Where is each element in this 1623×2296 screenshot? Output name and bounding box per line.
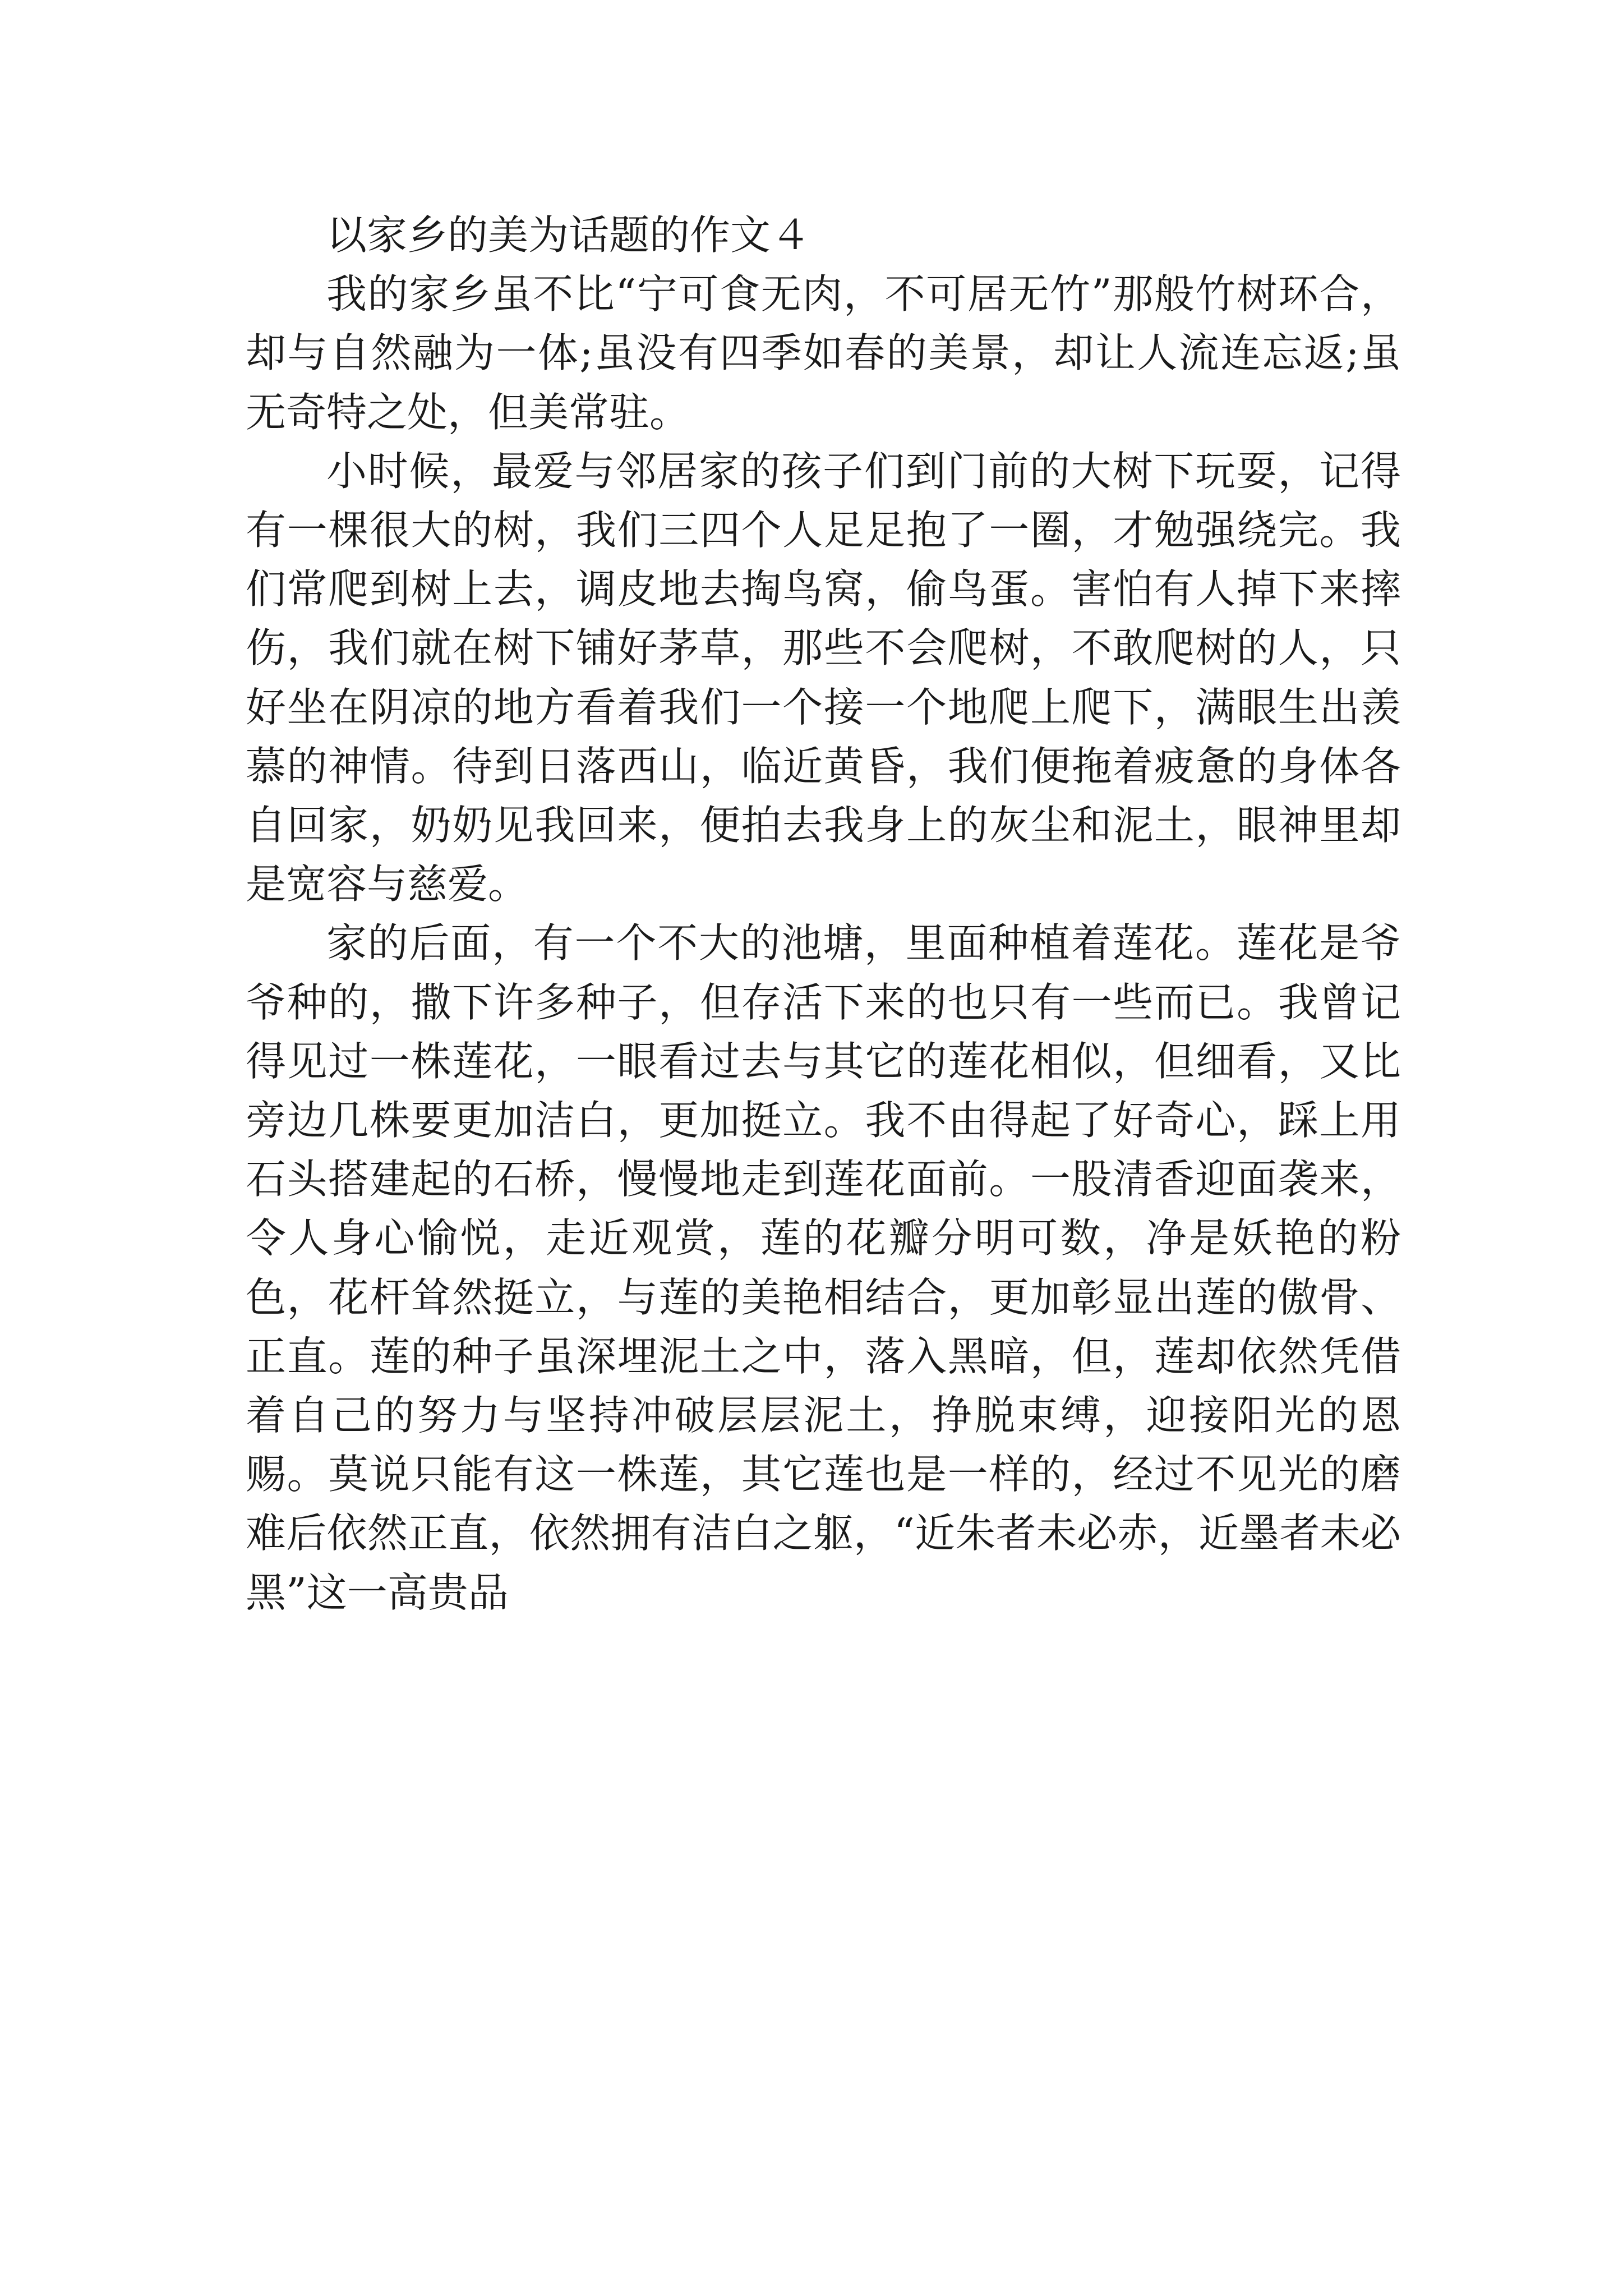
paragraph-1: 我的家乡虽不比“宁可食无肉，不可居无竹”那般竹树环合，却与自然融为一体;虽没有四季如春的美景，却让人流连忘返;虽无奇特之处，但美常驻。 (246, 270, 1401, 436)
document-title: 以家乡的美为话题的作文４ (326, 211, 811, 259)
paragraph-3: 家的后面，有一个不大的池塘，里面种植着莲花。莲花是爷爷种的，撒下许多种子，但存活下来的也只有一些而已。我曾记得见过一株莲花，一眼看过去与其它的莲花相似，但细看，又比旁边几株要更加洁白，更加挺立。我不由得起了好奇心，踩上用石头搭建起的石桥，慢慢地走到莲花面前。一股清香迎面袭来，令人身心愉悦，走近观赏，莲的花瓣分明可数，净是妖艳的粉色，花杆耸然挺立，与莲的美艳相结合，更加彰显出莲的傲骨、正直。莲的种子虽深埋泥土之中，落入黑暗，但，莲却依然凭借着自己的努力与坚持冲破层层泥土，挣脱束缚，迎接阳光的恩赐。莫说只能有这一株莲，其它莲也是一样的，经过不见光的磨难后依然正直，依然拥有洁白之躯，“近朱者未必赤，近墨者未必黑”这一高贵品 (246, 919, 1401, 1616)
document-body (246, 206, 1401, 1622)
paragraph-2: 小时候，最爱与邻居家的孩子们到门前的大树下玩耍，记得有一棵很大的树，我们三四个人足足抱了一圈，才勉强绕完。我们常爬到树上去，调皮地去掏鸟窝，偷鸟蛋。害怕有人掉下来摔伤，我们就在树下铺好茅草，那些不会爬树，不敢爬树的人，只好坐在阴凉的地方看着我们一个接一个地爬上爬下，满眼生出羡慕的神情。待到日落西山，临近黄昏，我们便拖着疲惫的身体各自回家，奶奶见我回来，便拍去我身上的灰尘和泥土，眼神里却是宽容与慈爱。 (246, 447, 1401, 908)
